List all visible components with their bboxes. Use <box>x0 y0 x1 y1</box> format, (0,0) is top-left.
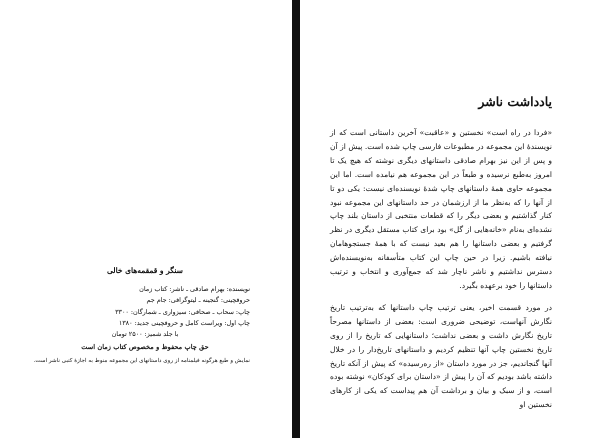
colophon-author-publisher: نویسنده: بهرام صادقی ـ ناشر: کتاب زمان <box>139 285 250 293</box>
colophon-print-run: چاپ: سحاب ـ صحافی: سیزواری ـ شمارگان: ۳۳۰۰ <box>115 307 250 316</box>
colophon-price: با جلد شمیز: ۲۵۰۰ تومان <box>111 330 179 339</box>
book-gutter <box>292 0 300 438</box>
paragraph: «فردا در راه است» نخستین و «عاقبت» آخرین داستانی است که از نویسندهٔ این مجموعه در مطبوعات فارسی چاپ شده است. پیش از آن و پس از این نیز بهرام صادقی داستانهای دیگری نوشته که هیچ یک تا امروز به‌طبع نرسیده و طبعاً در این مجموعه هم نیامده است. اما این مجموعه حاوی همهٔ داستانهای چاپ شدهٔ نویسنده‌ای نیست: یکی دو تا از آنها را که به‌نظر ما از ارزشمان در حد داستانهای این مجموعه نبود کنار گذاشتیم و بعضی دیگر را که قطعات منتخبی از داستان بلند چاپ نشده‌ای به‌نام «خانه‌هایی از گل» بود برای کتاب مستقل دیگری در نظر گرفتیم و بعضی داستانها را هم بعید نیست که با همهٔ جستجوهامان نیافته باشیم. زیرا در حین چاپ این کتاب متأسفانه به‌نویسنده‌اش دسترس نداشتیم و ناشر ناچار شد که جمع‌آوری و انتخاب و ترتیب داستانها را خود برعهده بگیرد. <box>330 128 552 290</box>
colophon-note: نمایش و طبع هرگونه فیلمنامه از روی داستانهای این مجموعه منوط به اجازهٔ کتبی ناشر است. <box>33 358 250 365</box>
colophon <box>33 266 250 370</box>
right-page <box>300 0 590 438</box>
left-page <box>0 0 292 438</box>
body-text <box>330 126 552 412</box>
page-heading: یادداشت ناشر <box>478 94 552 109</box>
colophon-typesetting: حروفچینی: گنجینه ـ لیتوگرافی: جام جم <box>146 296 250 305</box>
colophon-title: سنگر و قمقمه‌های خالی <box>107 266 183 275</box>
colophon-rights: حق چاپ محفوظ و مخصوص کتاب زمان است <box>81 343 209 352</box>
colophon-edition: چاپ اول: ویراست کامل و حروفچینی جدید: ۱۳۸۰ <box>118 318 250 327</box>
paragraph: در مورد قسمت اخیر، یعنی ترتیب چاپ داستانها که به‌ترتیب تاریخ نگارش آنهاست، توضیحی ضروری است: بعضی از داستانها مصرحاً تاریخ نگارش داشت و بعضی نداشت؛ داستانهایی که تاریخ را از روی تاریخ نخستین چاپ آنها تنظیم کردیم و داستانهای تاریخ‌دار را در خلال آنها گنجاندیم، جز در مورد داستان «از ره‌رسیده» که پیش از آنکه تاریخ داشته باشد بودیم که آن را پیش از «داستان برای کودکان» نوشته بوده است، و از سبک و بیان و برداشت آن هم پیداست که یکی از کارهای نخستین او <box>330 302 552 410</box>
